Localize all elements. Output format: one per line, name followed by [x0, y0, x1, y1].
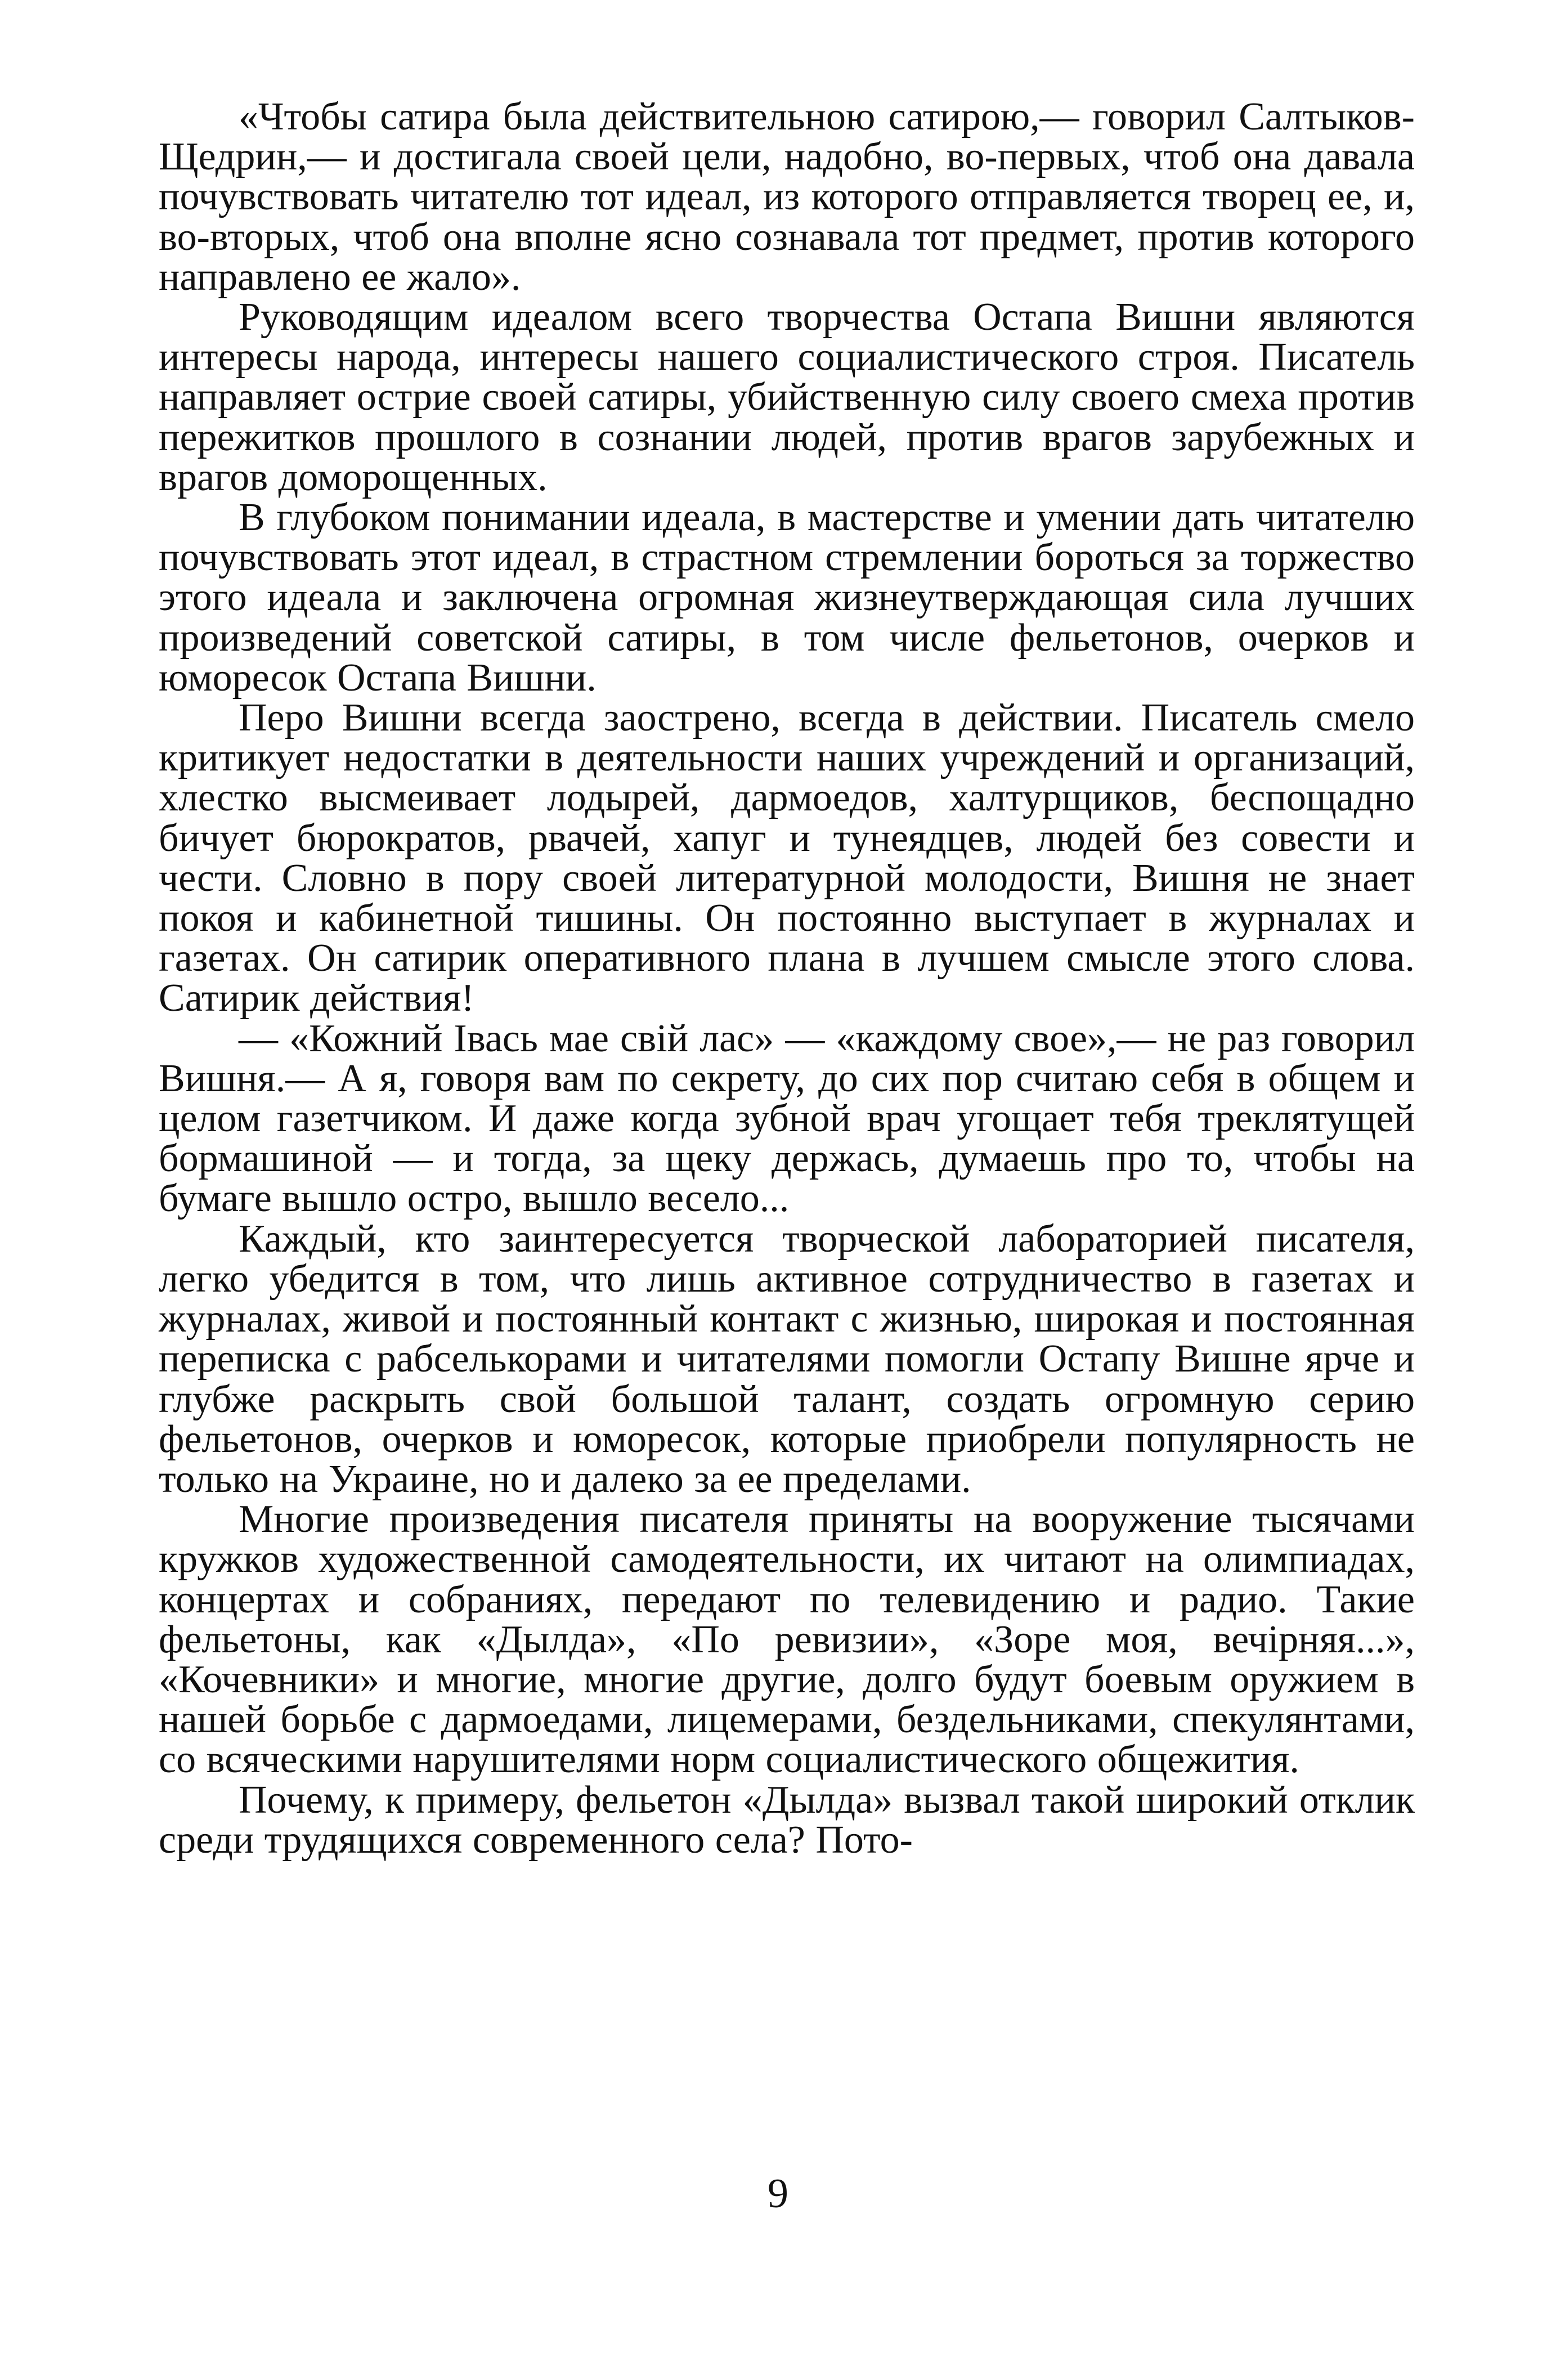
paragraph-many-works: Многие произведения писателя приняты на вооружение тысячами кружков художественной самодеятельности, их читают на олимпиадах, концертах и собраниях, передают по телевидению и радио. Такие фельетоны, как «Дылда», «По ревизии», «Зоре моя, вечірняя...», «Кочевники» и многие, многие другие, долго будут боевым оружием в нашей борьбе с дармоедами, лицемерами, бездельниками, спекулянтами, со всяческими нарушителями норм социалистического общежития.: [159, 1498, 1415, 1782]
paragraph-vishnya-quote: — «Кожний Івась мае свій лас» — «каждому свое»,— не раз говорил Вишня.— А я, говоря вам по секрету, до сих пор считаю себя в общем и целом газетчиком. И даже когда зубной врач угощает тебя треклятущей бормашиной — и тогда, за щеку держась, думаешь про то, чтобы на бумаге вышло остро, вышло весело...: [159, 1016, 1415, 1221]
paragraph-guiding-ideal: Руководящим идеалом всего творчества Остапа Вишни являются интересы народа, интересы нашего социалистического строя. Писатель направляет острие своей сатиры, убийственную силу своего смеха против пережитков прошлого в сознании людей, против врагов зарубежных и врагов доморощенных.: [159, 295, 1415, 499]
book-page: [159, 97, 1415, 2280]
page-body-text: [159, 97, 1415, 1860]
page-number: 9: [768, 2171, 788, 2217]
paragraph-pen-of-vishnya: Перо Вишни всегда заострено, всегда в действии. Писатель смело критикует недостатки в деятельности наших учреждений и организаций, хлестко высмеивает лодырей, дармоедов, халтурщиков, беспощадно бичует бюрократов, рвачей, хапуг и тунеядцев, людей без совести и чести. Словно в пору своей литературной молодости, Вишня не знает покоя и кабинетной тишины. Он постоянно выступает в журналах и газетах. Он сатирик оперативного плана в лучшем смысле этого слова. Сатирик действия!: [159, 696, 1415, 1020]
paragraph-saltykov-quote: «Чтобы сатира была действительною сатирою,— говорил Салтыков-Щедрин,— и достигала своей цели, надобно, во-первых, чтоб она давала почувствовать читателю тот идеал, из которого отправляется творец ее, и, во-вторых, чтоб она вполне ясно сознавала тот предмет, против которого направлено ее жало».: [159, 95, 1415, 299]
paragraph-dylda-question: Почему, к примеру, фельетон «Дылда» вызвал такой широкий отклик среди трудящихся современного села? Пото-: [159, 1778, 1415, 1862]
paragraph-creative-laboratory: Каждый, кто заинтересуется творческой лабораторией писателя, легко убедится в том, что лишь активное сотрудничество в газетах и журналах, живой и постоянный контакт с жизнью, широкая и постоянная переписка с рабселькорами и читателями помогли Остапу Вишне ярче и глубже раскрыть свой большой талант, создать огромную серию фельетонов, очерков и юморесок, которые приобрели популярность не только на Украине, но и далеко за ее пределами.: [159, 1217, 1415, 1501]
paragraph-deep-understanding: В глубоком понимании идеала, в мастерстве и умении дать читателю почувствовать этот идеал, в страстном стремлении бороться за торжество этого идеала и заключена огромная жизнеутверждающая сила лучших произведений советской сатиры, в том числе фельетонов, очерков и юморесок Остапа Вишни.: [159, 496, 1415, 700]
